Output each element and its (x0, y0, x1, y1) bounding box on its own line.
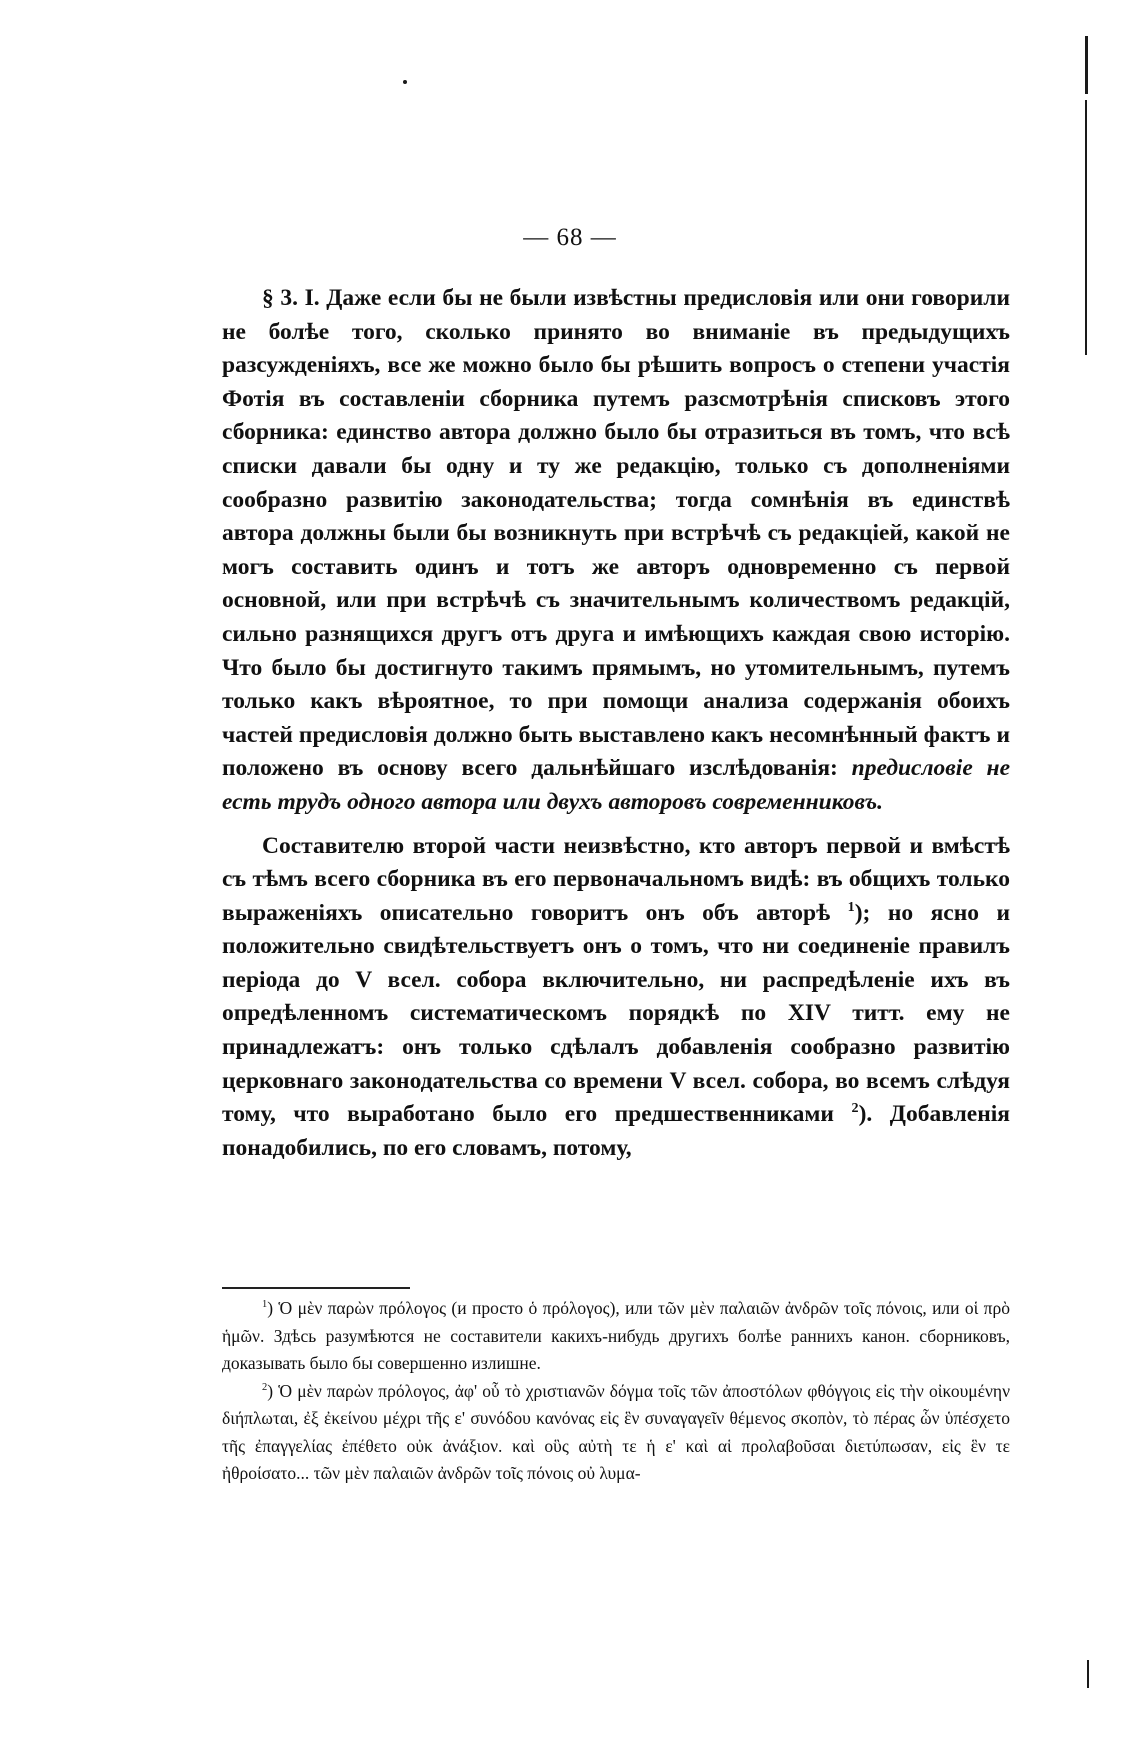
footnote-separator (222, 1287, 410, 1289)
paragraph-2-part2: ); но ясно и положительно свидѣтельствуетъ онъ о томъ, что ни соединеніе правилъ періода до V всел. собора включительно, ни распредѣленіе ихъ въ опредѣленномъ систематическомъ порядкѣ по XIV титт. ему не принадлежатъ: онъ только сдѣлалъ добавленія сообразно развитію церковнаго законодательства со времени V всел. собора, во всемъ слѣдуя тому, что выработано было его предшественниками (222, 899, 1010, 1128)
footnote-1-text: ) Ὁ μὲν παρὼν πρόλογος (и просто ὁ πρόλογος), или τῶν μὲν παλαιῶν ἀνδρῶν τοῖς πόνοις, или οἱ πρὸ ἡμῶν. Здѣсь разумѣются не составители какихъ-нибудь другихъ болѣе раннихъ канон. сборниковъ, доказывать было бы совершенно излишне. (222, 1298, 1010, 1373)
footnote-2-text: ) Ὁ μὲν παρὼν πρόλογος, ἀφ' οὗ τὸ χριστιανῶν δόγμα τοῖς τῶν ἀποστόλων φθόγγοις εἰς τὴν οἰκουμένην διήπλωται, ἐξ ἐκείνου μέχρι τῆς ε' συνόδου κανόνας εἰς ἓν συναγαγεῖν θέμενος σκοπὸν, τὸ πέρας ὧν ὑπέσχετο τῆς ἐπαγγελίας ἐπέθετο οὐκ ἀνάξιον. καὶ οὓς αὐτὴ τε ἡ ε' καὶ αἱ προλαβοῦσαι διετύπωσαν, εἰς ἓν τε ἠθροίσατο... τῶν μὲν παλαιῶν ἀνδρῶν τοῖς πόνοις οὐ λυμα- (222, 1380, 1010, 1483)
footnote-2-marker: 2 (262, 1381, 268, 1393)
paragraph-1-body: Даже если бы не были извѣстны предисловія или они говорили не болѣе того, сколько принято во вниманіе въ предыдущихъ разсужденіяхъ, все же можно было бы рѣшить вопросъ о степени участія Фотія въ составленіи сборника путемъ разсмотрѣнія списковъ этого сборника: единство автора должно было бы отразиться въ томъ, что всѣ списки давали бы одну и ту же редакцію, только съ дополненіями сообразно развитію законодательства; тогда сомнѣнія въ единствѣ автора должны были бы возникнуть при встрѣчѣ съ редакціей, какой не могъ составить одинъ и тотъ же авторъ одновременно съ первой основной, или при встрѣчѣ съ значительнымъ количествомъ редакцій, сильно разнящихся другъ отъ друга и имѣющихъ каждая свою исторію. Что было бы достигнуто такимъ прямымъ, но утомительнымъ, путемъ только какъ вѣроятное, то при помощи анализа содержанія обоихъ частей предисловія должно быть выставлено какъ несомнѣнный фактъ и положено въ основу всего дальнѣйшаго изслѣдованія: (222, 285, 1010, 782)
scan-edge-line-top (1085, 36, 1088, 94)
footnote-2 (222, 1378, 1010, 1488)
scan-dot (403, 80, 407, 84)
paragraph-1-conclusion: предисловіе не есть трудъ одного автора или двухъ авторовъ современниковъ. (222, 755, 1011, 815)
paragraph-1 (222, 282, 1010, 820)
footnote-ref-1: 1 (847, 898, 855, 915)
main-text (222, 282, 1010, 1165)
paragraph-2-part1: Составителю второй части неизвѣстно, кто авторъ первой и вмѣстѣ съ тѣмъ всего сборника въ его первоначальномъ видѣ: въ общихъ только выраженіяхъ описательно говоритъ онъ объ авторѣ (222, 832, 1010, 926)
paragraph-2 (222, 830, 1010, 1166)
page-number: — 68 — (523, 224, 617, 251)
footnotes (222, 1295, 1010, 1488)
footnote-1 (222, 1295, 1010, 1378)
footnote-1-marker: 1 (262, 1299, 268, 1311)
scan-edge-line-bottom (1087, 1660, 1089, 1688)
section-mark: § 3. I. (262, 285, 320, 311)
paragraph-2-part3: ). Добавленія понадобились, по его словамъ, потому, (222, 1101, 1010, 1161)
footnote-ref-2: 2 (851, 1100, 859, 1117)
